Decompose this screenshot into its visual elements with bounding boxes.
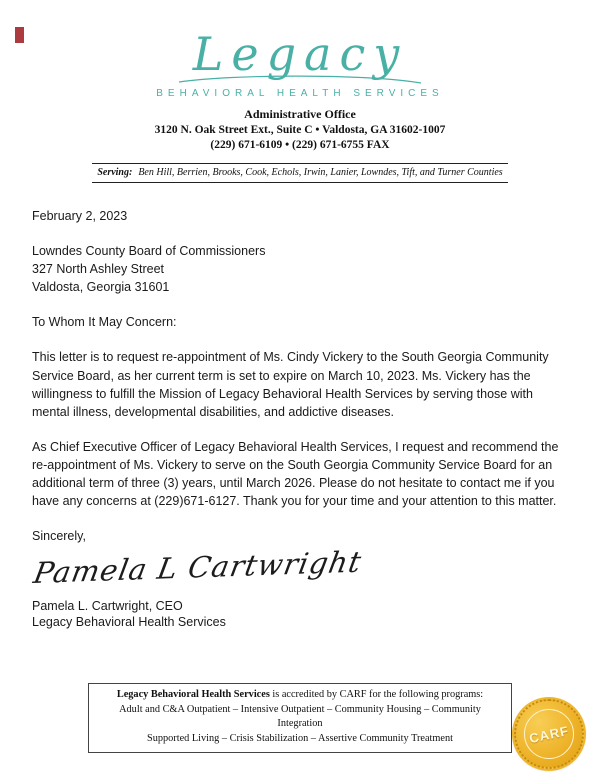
- recipient-name: Lowndes County Board of Commissioners: [32, 243, 266, 258]
- accreditation-line: [97, 688, 503, 702]
- paragraph-2: As Chief Executive Officer of Legacy Behavioral Health Services, I request and recommend the re-appointment of Ms. Vickery to serve on the South Georgia Community Service Board for an additional term of three (3) years, until March 2026. Please do not hesitate to contact me if you have any concerns at (229)671-6127. Thank you for your time and your attention to this matter.: [32, 439, 559, 509]
- serving-label: Serving:: [97, 166, 133, 178]
- signer-organization: Legacy Behavioral Health Services: [32, 615, 226, 630]
- carf-seal-ring: [524, 709, 574, 759]
- handwritten-signature: Pamela L Cartwright: [30, 544, 365, 590]
- carf-seal-icon: [514, 699, 584, 769]
- salutation: To Whom It May Concern:: [32, 315, 177, 330]
- logo-wordmark: Legacy: [192, 27, 408, 81]
- letter-body: [32, 207, 564, 632]
- accreditation-org: Legacy Behavioral Health Services: [116, 689, 270, 701]
- office-phone-line: (229) 671-6109 • (229) 671-6755 FAX: [210, 138, 390, 151]
- office-title: Administrative Office: [244, 107, 356, 122]
- carf-seal-text: CARF: [527, 722, 571, 746]
- recipient-address: [32, 242, 564, 296]
- scan-artifact: [15, 27, 24, 43]
- logo-subtitle: BEHAVIORAL HEALTH SERVICES: [156, 88, 444, 100]
- letter-date: February 2, 2023: [32, 208, 128, 223]
- letterhead: [0, 0, 600, 183]
- office-address-block: [0, 107, 600, 152]
- programs-line-2: Supported Living – Crisis Stabilization – Assertive Community Treatment: [146, 732, 454, 744]
- serving-counties-band: [92, 163, 508, 183]
- signer-name: Pamela L. Cartwright, CEO: [32, 598, 183, 613]
- serving-counties: Ben Hill, Berrien, Brooks, Cook, Echols, Irwin, Lanier, Lowndes, Tift, and Turner Counties: [138, 166, 503, 178]
- paragraph-1: This letter is to request re-appointment of Ms. Cindy Vickery to the South Georgia Community Service Board, as her current term is set to expire on March 10, 2023. Ms. Vickery has the willingness to fulfill the Mission of Legacy Behavioral Health Services by serving those with mental illness, developmental disabilities, and addictive diseases.: [32, 350, 549, 419]
- recipient-city: Valdosta, Georgia 31601: [32, 280, 170, 295]
- programs-line-1: Adult and C&A Outpatient – Intensive Outpatient – Community Housing – Community Integration: [119, 703, 481, 730]
- legacy-logo: [0, 27, 600, 100]
- recipient-street: 327 North Ashley Street: [32, 262, 165, 277]
- accreditation-box: [88, 683, 512, 753]
- office-address-line: 3120 N. Oak Street Ext., Suite C • Valdosta, GA 31602-1007: [154, 123, 446, 136]
- accreditation-rest: is accredited by CARF for the following programs:: [269, 689, 484, 701]
- closing: Sincerely,: [32, 529, 86, 544]
